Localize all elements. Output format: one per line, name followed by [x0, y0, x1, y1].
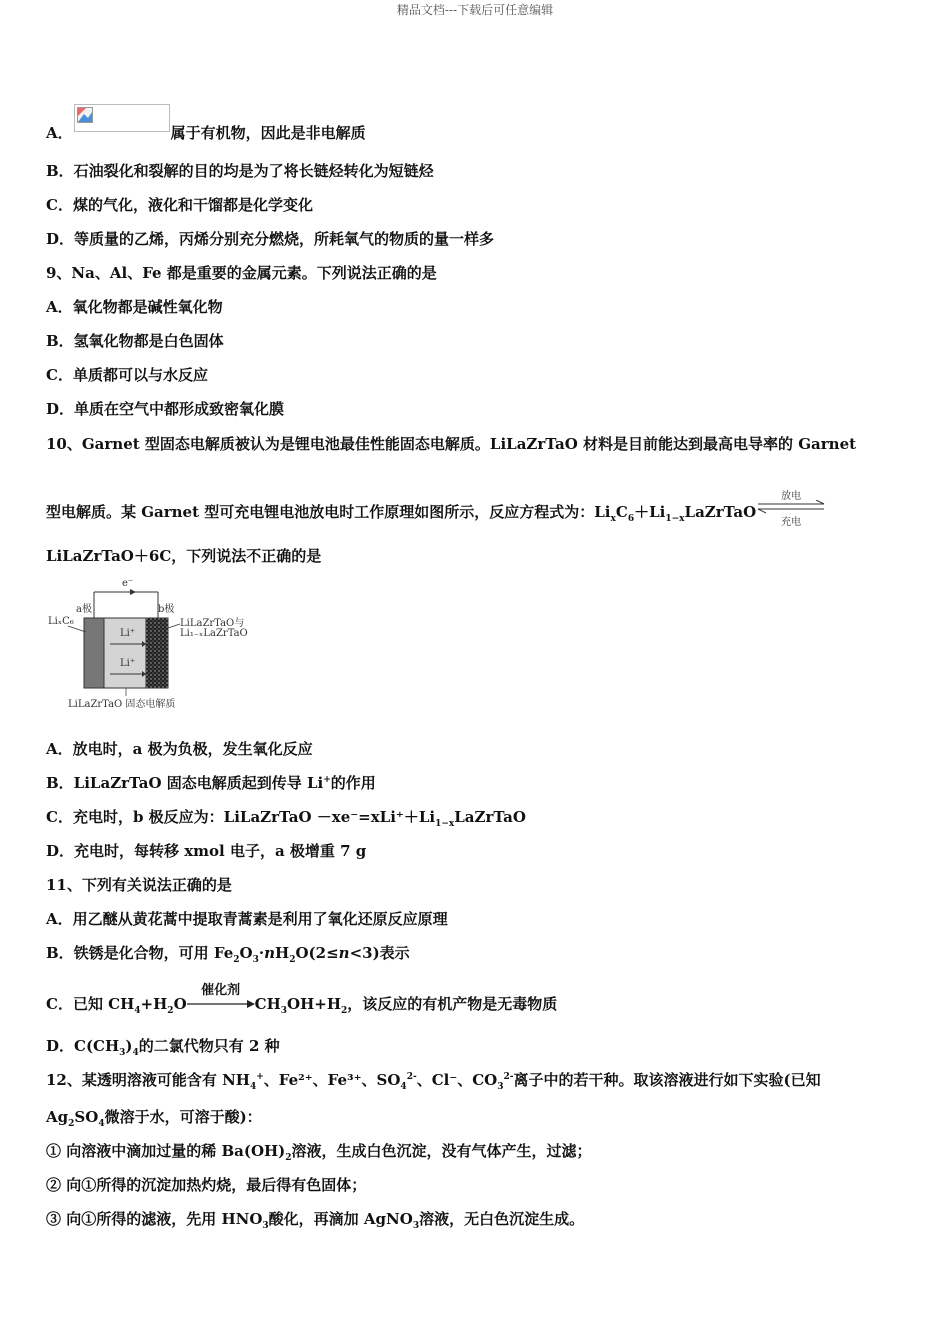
reversible-arrow — [756, 491, 826, 528]
subscript: 4 — [134, 1006, 141, 1016]
subscript: 4 — [98, 1119, 105, 1129]
option-text: O — [239, 944, 253, 962]
subscript: 2 — [341, 1006, 348, 1016]
stem-text: Ag — [46, 1108, 69, 1126]
stem-text: 离子中的若干种。取该溶液进行如下实验(已知 — [513, 1071, 821, 1089]
option-text: ，该反应的有机产物是无毒物质 — [347, 995, 558, 1013]
italic-variable: n — [338, 944, 350, 962]
stem-text: 12、某透明溶液可能含有 NH — [46, 1071, 250, 1089]
option-text: LaZrTaO — [454, 808, 526, 826]
option-text: C．已知 CH — [46, 995, 135, 1013]
option-text: OH+H — [287, 995, 342, 1013]
q9-option-d: D．单质在空气中都形成致密氧化膜 — [46, 400, 285, 418]
option-text: ) — [125, 1037, 133, 1055]
reversible-arrow-icon — [756, 500, 826, 514]
electrolyte-label: LiLaZrTaO 固态电解质 — [68, 699, 176, 710]
b-pole-label: b极 — [158, 604, 175, 615]
stem-text: SO — [74, 1108, 99, 1126]
q10-option-c — [46, 807, 526, 827]
subscript: 4 — [132, 1048, 139, 1058]
li-ion-label-1: Li⁺ — [120, 628, 136, 639]
stem-text: 、Fe²⁺、Fe³⁺、SO — [263, 1071, 401, 1089]
q8-option-c: C．煤的气化，液化和干馏都是化学变化 — [46, 196, 313, 214]
italic-variable: n — [264, 944, 276, 962]
q11-option-a: A．用乙醚从黄花蒿中提取青蒿素是利用了氧化还原反应原理 — [46, 910, 448, 928]
option-text: 的作用 — [330, 774, 376, 792]
option-text: C．充电时，b 极反应为：LiLaZrTaO －xe⁻=xLi⁺＋Li — [46, 808, 436, 826]
subscript: 1−x — [435, 819, 455, 829]
equation-text: C — [615, 503, 628, 521]
superscript: 2- — [406, 1072, 417, 1082]
subscript: 4 — [249, 1082, 257, 1092]
subscript: 3 — [262, 1221, 269, 1231]
equation-text: ＋Li — [634, 503, 666, 521]
subscript: 3 — [497, 1082, 504, 1092]
page-header: 精品文档---下载后可任意编辑 — [396, 3, 554, 17]
subscript: 4 — [400, 1082, 407, 1092]
subscript: 2 — [233, 955, 240, 965]
q12-stem-line1 — [46, 1070, 821, 1090]
subscript: 2 — [285, 1153, 292, 1163]
step-text: ③ 向①所得的滤液，先用 HNO — [46, 1210, 263, 1228]
catalyst-label: 催化剂 — [201, 983, 241, 998]
q9-stem: 9、Na、Al、Fe 都是重要的金属元素。下列说法正确的是 — [46, 264, 437, 282]
q11-stem: 11、下列有关说法正确的是 — [46, 876, 232, 894]
option-text: B．铁锈是化合物，可用 Fe — [46, 944, 234, 962]
step-text: 溶液，生成白色沉淀，没有气体产生，过滤； — [291, 1142, 592, 1160]
option-text: +H — [140, 995, 168, 1013]
q10-option-b — [46, 773, 376, 793]
option-text: O(2≤ — [295, 944, 339, 962]
q9-option-c: C．单质都可以与水反应 — [46, 366, 208, 384]
q12-step-1 — [46, 1141, 592, 1161]
subscript: 6 — [627, 514, 635, 524]
subscript: 2 — [289, 955, 296, 965]
option-text: · — [258, 944, 265, 962]
superscript: + — [323, 775, 331, 785]
cathode-label-1: LiLaZrTaO与 — [180, 618, 245, 629]
option-text: B．LiLaZrTaO 固态电解质起到传导 Li — [46, 774, 324, 792]
option-text: H — [275, 944, 290, 962]
q11-option-d — [46, 1036, 280, 1056]
q12-step-3 — [46, 1209, 584, 1229]
q10-stem-line3: LiLaZrTaO＋6C，下列说法不正确的是 — [46, 547, 322, 565]
q8-option-a-text: 属于有机物，因此是非电解质 — [170, 124, 366, 142]
equation-text: LaZrTaO — [684, 503, 757, 521]
subscript: 3 — [280, 1006, 288, 1016]
q12-step-2: ② 向①所得的沉淀加热灼烧，最后得有色固体； — [46, 1176, 367, 1194]
q10-option-a: A．放电时，a 极为负极，发生氧化反应 — [46, 740, 313, 758]
q8-option-a — [46, 114, 366, 143]
a-pole-label: a极 — [76, 604, 92, 615]
q10-equation-left: 型电解质。某 Garnet 型可充电锂电池放电时工作原理如图所示，反应方程式为：Li — [46, 503, 611, 521]
subscript: 3 — [412, 1221, 420, 1231]
stem-text: 微溶于水，可溶于酸)： — [104, 1108, 262, 1126]
q10-option-d: D．充电时，每转移 xmol 电子，a 极增重 7 g — [46, 842, 367, 860]
q8-option-b: B．石油裂化和裂解的目的均是为了将长链烃转化为短链烃 — [46, 162, 434, 180]
superscript: + — [256, 1072, 264, 1082]
arrow-label-charge: 充电 — [781, 517, 802, 528]
q8-option-d: D．等质量的乙烯，丙烯分别充分燃烧，所耗氧气的物质的量一样多 — [46, 230, 495, 248]
q12-stem-line2 — [46, 1107, 262, 1127]
stem-text: 、Cl⁻、CO — [416, 1071, 498, 1089]
q11-option-c — [46, 983, 558, 1016]
li-ion-label-2: Li⁺ — [120, 658, 136, 669]
option-text: D．C(CH — [46, 1037, 120, 1055]
q9-option-a: A．氧化物都是碱性氧化物 — [46, 298, 223, 316]
q11-option-b — [46, 943, 410, 963]
cathode-label-2: Li₁₋ₓLaZrTaO — [180, 628, 248, 639]
anode-label: LiₓC₆ — [48, 616, 74, 627]
option-text: <3)表示 — [349, 944, 410, 962]
subscript: x — [610, 514, 616, 524]
option-text: CH — [254, 995, 281, 1013]
subscript: 3 — [119, 1048, 126, 1058]
q10-stem-line1: 10、Garnet 型固态电解质被认为是锂电池最佳性能固态电解质。LiLaZrTaO 材料是目前能达到最高电导率的 Garnet — [46, 435, 857, 453]
q8-option-a-prefix: A． — [46, 124, 73, 142]
option-text: O — [173, 995, 187, 1013]
arrow-label-discharge: 放电 — [781, 491, 802, 502]
subscript: 2 — [167, 1006, 174, 1016]
q9-option-b: B．氢氧化物都是白色固体 — [46, 332, 224, 350]
option-text: 的二氯代物只有 2 种 — [138, 1037, 280, 1055]
superscript: 2- — [503, 1072, 514, 1082]
step-text: 酸化，再滴加 AgNO — [268, 1210, 413, 1228]
right-arrow-icon — [187, 999, 255, 1009]
step-text: ① 向溶液中滴加过量的稀 Ba(OH) — [46, 1142, 286, 1160]
catalyst-arrow — [187, 983, 255, 1013]
subscript: 1−x — [665, 514, 685, 524]
broken-image-icon — [74, 104, 170, 132]
subscript: 3 — [252, 955, 259, 965]
battery-diagram — [46, 578, 256, 718]
subscript: 2 — [68, 1119, 75, 1129]
step-text: 溶液，无白色沉淀生成。 — [419, 1210, 585, 1228]
q10-stem-line2 — [46, 491, 826, 528]
electron-label: e⁻ — [122, 578, 134, 589]
